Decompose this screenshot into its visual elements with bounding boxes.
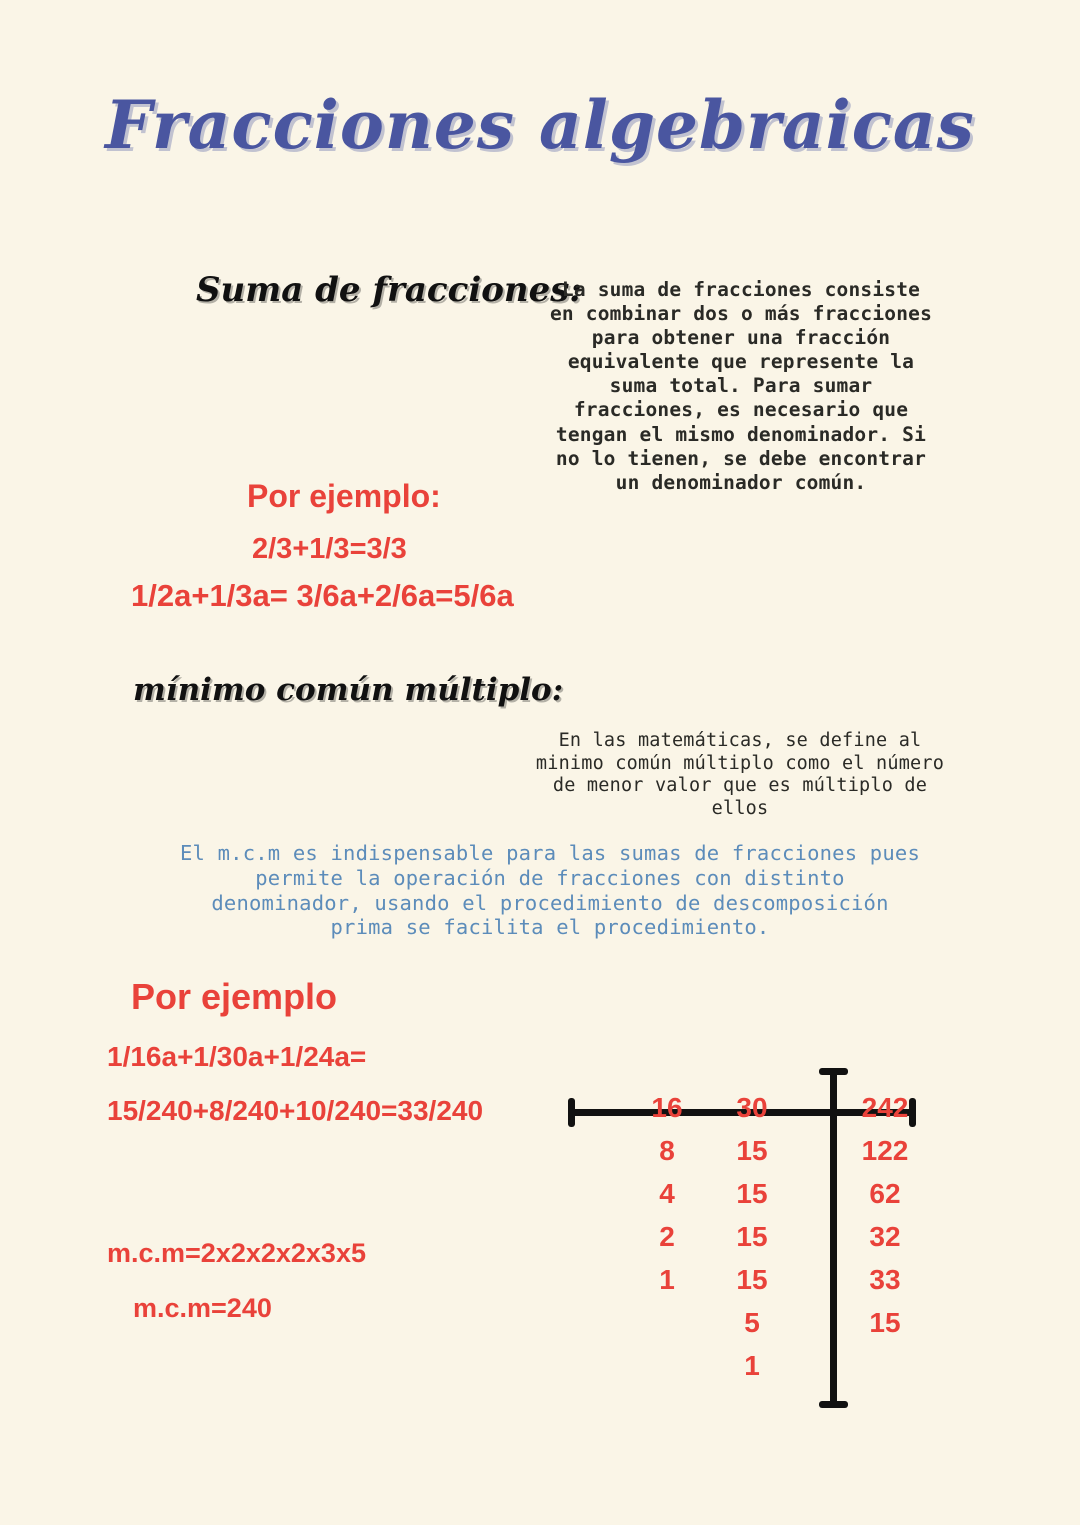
table-cell: 15 <box>736 1264 768 1295</box>
table-cell: 15 <box>736 1178 768 1209</box>
table-cell: 122 <box>861 1135 909 1166</box>
table-cell: 33 <box>869 1264 901 1295</box>
equation-suma-2: 1/2a+1/3a= 3/6a+2/6a=5/6a <box>131 578 514 613</box>
table-horizontal-rule-left-cap <box>568 1098 575 1127</box>
table-cell: 5 <box>744 1307 760 1338</box>
table-cell: 242 <box>861 1092 909 1123</box>
result-mcm-factors: m.c.m=2x2x2x2x3x5 <box>107 1238 366 1268</box>
table-cell: 16 <box>651 1092 683 1123</box>
table-cell: 8 <box>659 1135 675 1166</box>
table-cell: 30 <box>736 1092 768 1123</box>
paragraph-suma-de-fracciones: La suma de fracciones consiste en combinar dos o más fracciones para obtener una fracción equivalente que represente la suma total. Para sumar fracciones, es necesario que tengan el mismo denominador. Si no lo tienen, se debe encontrar un denominador común. <box>549 278 933 494</box>
equation-mcm-2: 15/240+8/240+10/240=33/240 <box>107 1095 484 1126</box>
table-column-2 <box>723 1086 781 1387</box>
prime-factorization-table <box>560 1055 980 1425</box>
heading-minimo-comun-multiplo: mínimo común múltiplo: <box>133 672 564 708</box>
table-cell: 15 <box>869 1307 901 1338</box>
table-cell: 15 <box>736 1135 768 1166</box>
table-column-1 <box>638 1086 696 1301</box>
heading-suma-de-fracciones: Suma de fracciones: <box>196 270 582 310</box>
table-cell: 32 <box>869 1221 901 1252</box>
table-cell: 1 <box>659 1264 675 1295</box>
paragraph-mcm-indispensable: El m.c.m es indispensable para las sumas de fracciones pues permite la operación de fracciones con distinto denominador, usando el procedimiento de descomposición prima se facilita el procedimiento. <box>180 841 920 940</box>
equation-mcm-1: 1/16a+1/30a+1/24a= <box>107 1041 367 1072</box>
table-vertical-rule <box>830 1068 837 1408</box>
table-cell: 2 <box>659 1221 675 1252</box>
table-vertical-rule-top-cap <box>819 1068 848 1075</box>
table-vertical-rule-bottom-cap <box>819 1401 848 1408</box>
label-por-ejemplo-suma: Por ejemplo: <box>247 478 441 514</box>
table-cell: 1 <box>744 1350 760 1381</box>
equation-suma-1: 2/3+1/3=3/3 <box>252 533 407 565</box>
paragraph-minimo-comun-multiplo: En las matemáticas, se define al minimo común múltiplo como el número de menor valor que es múltiplo de ellos <box>535 730 945 819</box>
table-cell: 4 <box>659 1178 675 1209</box>
result-mcm-value: m.c.m=240 <box>133 1293 272 1323</box>
table-cell: 62 <box>869 1178 901 1209</box>
table-column-3 <box>848 1086 922 1344</box>
table-cell: 15 <box>736 1221 768 1252</box>
page-title: Fracciones algebraicas <box>105 86 975 164</box>
label-por-ejemplo-mcm: Por ejemplo <box>131 976 338 1017</box>
